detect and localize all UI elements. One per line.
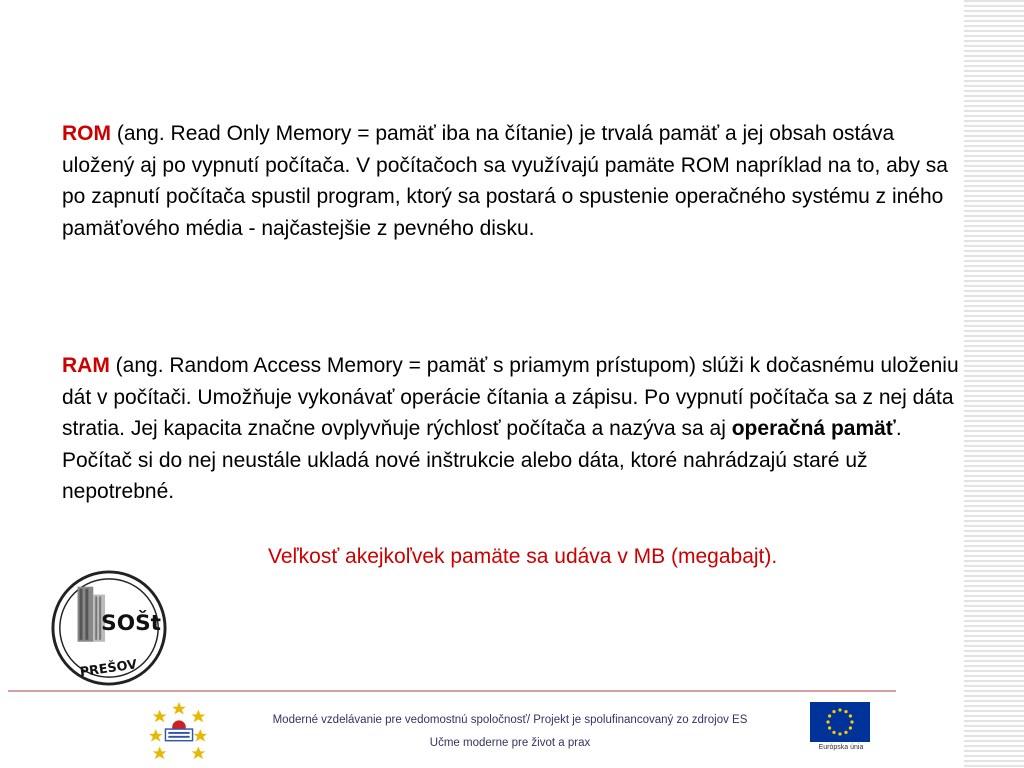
footer-project-text: Moderné vzdelávanie pre vedomostnú spoločnosť/ Projekt je spolufinancovaný zo zdrojov ES	[272, 714, 748, 726]
rom-term: ROM	[62, 122, 111, 145]
rom-text: (ang. Read Only Memory = pamäť iba na čítanie) je trvalá pamäť a jej obsah ostáva uložený aj po vypnutí počítača. V počítačoch sa využívajú pamäte ROM napríklad na to, aby sa po zapnutí počítača spustil program, ktorý sa postará o spustenie operačného systému z iného pamäťového média - najčastejšie z pevného disku.	[62, 122, 948, 240]
footer-divider	[8, 690, 896, 692]
logo-city: PREŠOV	[78, 657, 139, 681]
ram-term: RAM	[62, 354, 110, 377]
memory-size-note: Veľkosť akejkoľvek pamäte sa udáva v MB (megabajt).	[268, 545, 778, 568]
ram-paragraph	[62, 350, 967, 508]
logo-letters: SOŠt	[101, 610, 162, 636]
eu-caption: Európska únia	[818, 744, 864, 751]
rom-paragraph	[62, 118, 967, 244]
program-logo-icon	[148, 700, 210, 762]
decorative-stripes	[964, 0, 1024, 768]
eu-flag-icon	[810, 702, 870, 742]
footer-slogan-text: Učme moderne pre život a prax	[429, 737, 591, 749]
ram-text-before: (ang. Random Access Memory = pamäť s priamym prístupom) slúži k dočasnému uloženiu dát v počítači. Umožňuje vykonávať operácie čítania a zápisu. Po vypnutí počítača sa z nej dáta stratia. Jej kapacita značne ovplyvňuje rýchlosť počítača a nazýva sa aj	[62, 354, 959, 440]
school-logo-icon	[50, 569, 168, 687]
ram-bold-term: operačná pamäť	[731, 417, 896, 440]
ram-text-after: . Počítač si do nej neustále ukladá nové inštrukcie alebo dáta, ktoré nahrádzajú staré už nepotrebné.	[62, 417, 902, 503]
